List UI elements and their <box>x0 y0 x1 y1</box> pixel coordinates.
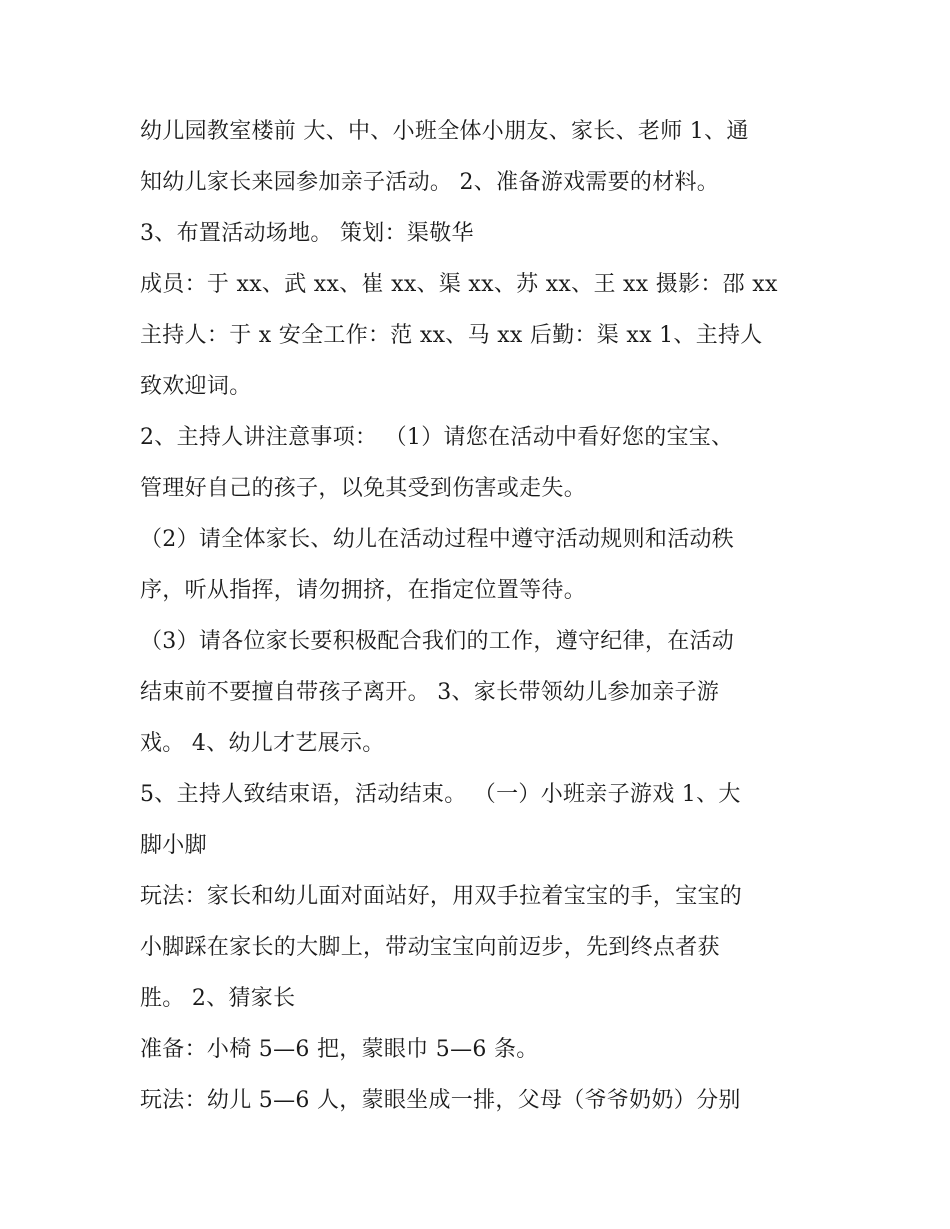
text-line-16: 玩法：家长和幼儿面对面站好，用双手拉着宝宝的手，宝宝的 <box>140 884 743 909</box>
text-line-9: （2）请全体家长、幼儿在活动过程中遵守活动规则和活动秩 <box>140 527 735 552</box>
text-line-1: 幼儿园教室楼前 大、中、小班全体小朋友、家长、老师 1、通 <box>140 119 749 144</box>
text-line-11: （3）请各位家长要积极配合我们的工作，遵守纪律，在活动 <box>140 629 735 654</box>
text-line-12: 结束前不要擅自带孩子离开。 3、家长带领幼儿参加亲子游 <box>140 680 720 705</box>
text-line-18: 胜。 2、猜家长 <box>140 986 296 1011</box>
text-line-8: 管理好自己的孩子，以免其受到伤害或走失。 <box>140 476 587 501</box>
text-line-2: 知幼儿家长来园参加亲子活动。 2、准备游戏需要的材料。 <box>140 170 720 195</box>
text-line-14: 5、主持人致结束语，活动结束。 （一）小班亲子游戏 1、大 <box>140 782 741 807</box>
text-line-17: 小脚踩在家长的大脚上，带动宝宝向前迈步，先到终点者获 <box>140 935 720 960</box>
document-body <box>140 106 820 1126</box>
text-line-19: 准备：小椅 5—6 把，蒙眼巾 5—6 条。 <box>140 1037 539 1062</box>
text-line-5: 主持人：于 x 安全工作：范 xx、马 xx 后勤：渠 xx 1、主持人 <box>140 323 763 348</box>
text-line-20: 玩法：幼儿 5—6 人，蒙眼坐成一排，父母（爷爷奶奶）分别 <box>140 1088 741 1113</box>
text-line-4: 成员：于 xx、武 xx、崔 xx、渠 xx、苏 xx、王 xx 摄影：邵 xx <box>140 272 778 297</box>
text-line-7: 2、主持人讲注意事项： （1）请您在活动中看好您的宝宝、 <box>140 425 734 450</box>
text-line-13: 戏。 4、幼儿才艺展示。 <box>140 731 385 756</box>
text-line-10: 序，听从指挥，请勿拥挤，在指定位置等待。 <box>140 578 587 603</box>
text-line-3: 3、布置活动场地。 策划：渠敬华 <box>140 221 474 246</box>
text-line-6: 致欢迎词。 <box>140 374 252 399</box>
text-line-15: 脚小脚 <box>140 833 207 858</box>
